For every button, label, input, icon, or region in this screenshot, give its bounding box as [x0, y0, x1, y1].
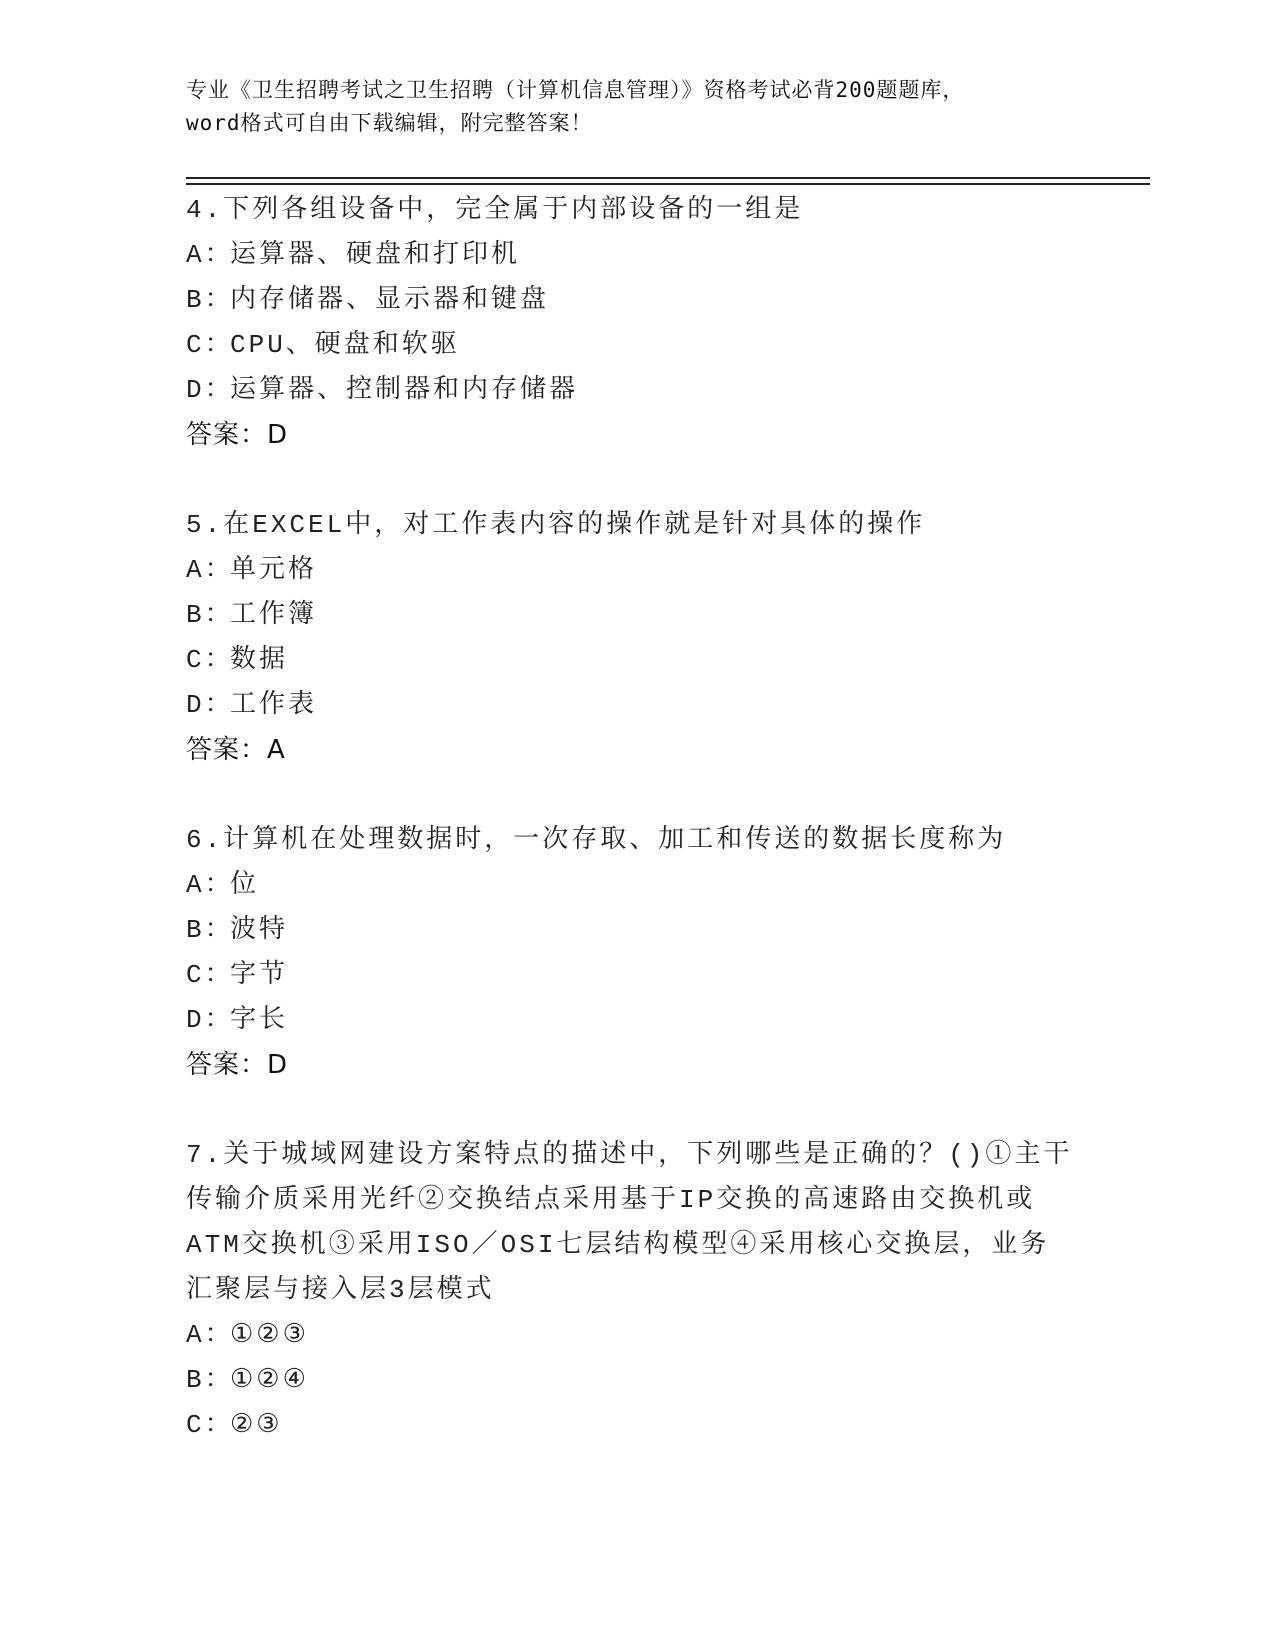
option-text: 单元格: [230, 555, 318, 585]
option-key: B：: [186, 285, 234, 315]
option-key: C：: [186, 645, 234, 675]
answer-option: [186, 1358, 1076, 1403]
option-key: D：: [186, 1005, 234, 1035]
answer-option: [186, 1403, 1076, 1448]
answer-line: 答案：A: [186, 735, 286, 765]
answer-option: [186, 323, 1076, 368]
option-text: 字节: [230, 960, 289, 990]
answer-option: [186, 278, 1076, 323]
answer-option: [186, 953, 1076, 998]
answer-line: 答案：D: [186, 1050, 289, 1080]
answer-option: [186, 638, 1076, 683]
option-key: B：: [186, 915, 234, 945]
option-text: ②③: [230, 1410, 283, 1440]
option-key: A：: [186, 240, 234, 270]
header-divider-bottom: [186, 183, 1150, 185]
option-key: D：: [186, 375, 234, 405]
answer-option: [186, 368, 1076, 413]
answer-line: 答案：D: [186, 420, 289, 450]
option-text: ①②④: [230, 1365, 309, 1395]
option-key: C：: [186, 1410, 234, 1440]
header-title-line-1: 专业《卫生招聘考试之卫生招聘（计算机信息管理）》资格考试必背200题题库，: [186, 78, 965, 102]
question-block: [186, 188, 1076, 458]
answer-option: [186, 998, 1076, 1043]
option-key: D：: [186, 690, 234, 720]
document-header: [186, 74, 1086, 140]
header-title-line-2: word格式可自由下载编辑，附完整答案！: [186, 111, 593, 135]
option-key: C：: [186, 330, 234, 360]
question-block: [186, 503, 1076, 773]
answer-option: [186, 233, 1076, 278]
option-key: A：: [186, 555, 234, 585]
question-text: 5.在EXCEL中，对工作表内容的操作就是针对具体的操作: [186, 510, 926, 540]
option-key: A：: [186, 1320, 234, 1350]
option-key: B：: [186, 600, 234, 630]
option-key: A：: [186, 870, 234, 900]
option-text: 运算器、硬盘和打印机: [230, 240, 521, 270]
answer-option: [186, 863, 1076, 908]
answer-option: [186, 593, 1076, 638]
question-block: [186, 818, 1076, 1088]
question-block: [186, 1133, 1076, 1448]
answer-option: [186, 683, 1076, 728]
option-text: ①②③: [230, 1320, 309, 1350]
option-text: 位: [230, 870, 260, 900]
question-text: 4.下列各组设备中，完全属于内部设备的一组是: [186, 195, 804, 225]
option-text: 波特: [230, 915, 289, 945]
option-text: 字长: [230, 1005, 289, 1035]
option-text: 运算器、控制器和内存储器: [230, 375, 579, 405]
option-text: CPU、硬盘和软驱: [230, 330, 460, 360]
answer-option: [186, 908, 1076, 953]
question-text: 6.计算机在处理数据时，一次存取、加工和传送的数据长度称为: [186, 825, 1007, 855]
option-text: 内存储器、显示器和键盘: [230, 285, 550, 315]
option-text: 工作表: [230, 690, 318, 720]
answer-option: [186, 548, 1076, 593]
answer-option: [186, 1313, 1076, 1358]
question-text: 7.关于城域网建设方案特点的描述中，下列哪些是正确的？()①主干传输介质采用光纤②交换结点采用基于IP交换的高速路由交换机或ATM交换机③采用ISO／OSI七层结构模型④采用核心交换层，业务汇聚层与接入层3层模式: [186, 1140, 1073, 1305]
option-text: 数据: [230, 645, 289, 675]
question-list: [186, 188, 1076, 1493]
header-divider-top: [186, 177, 1150, 179]
option-key: B：: [186, 1365, 234, 1395]
option-text: 工作簿: [230, 600, 318, 630]
option-key: C：: [186, 960, 234, 990]
